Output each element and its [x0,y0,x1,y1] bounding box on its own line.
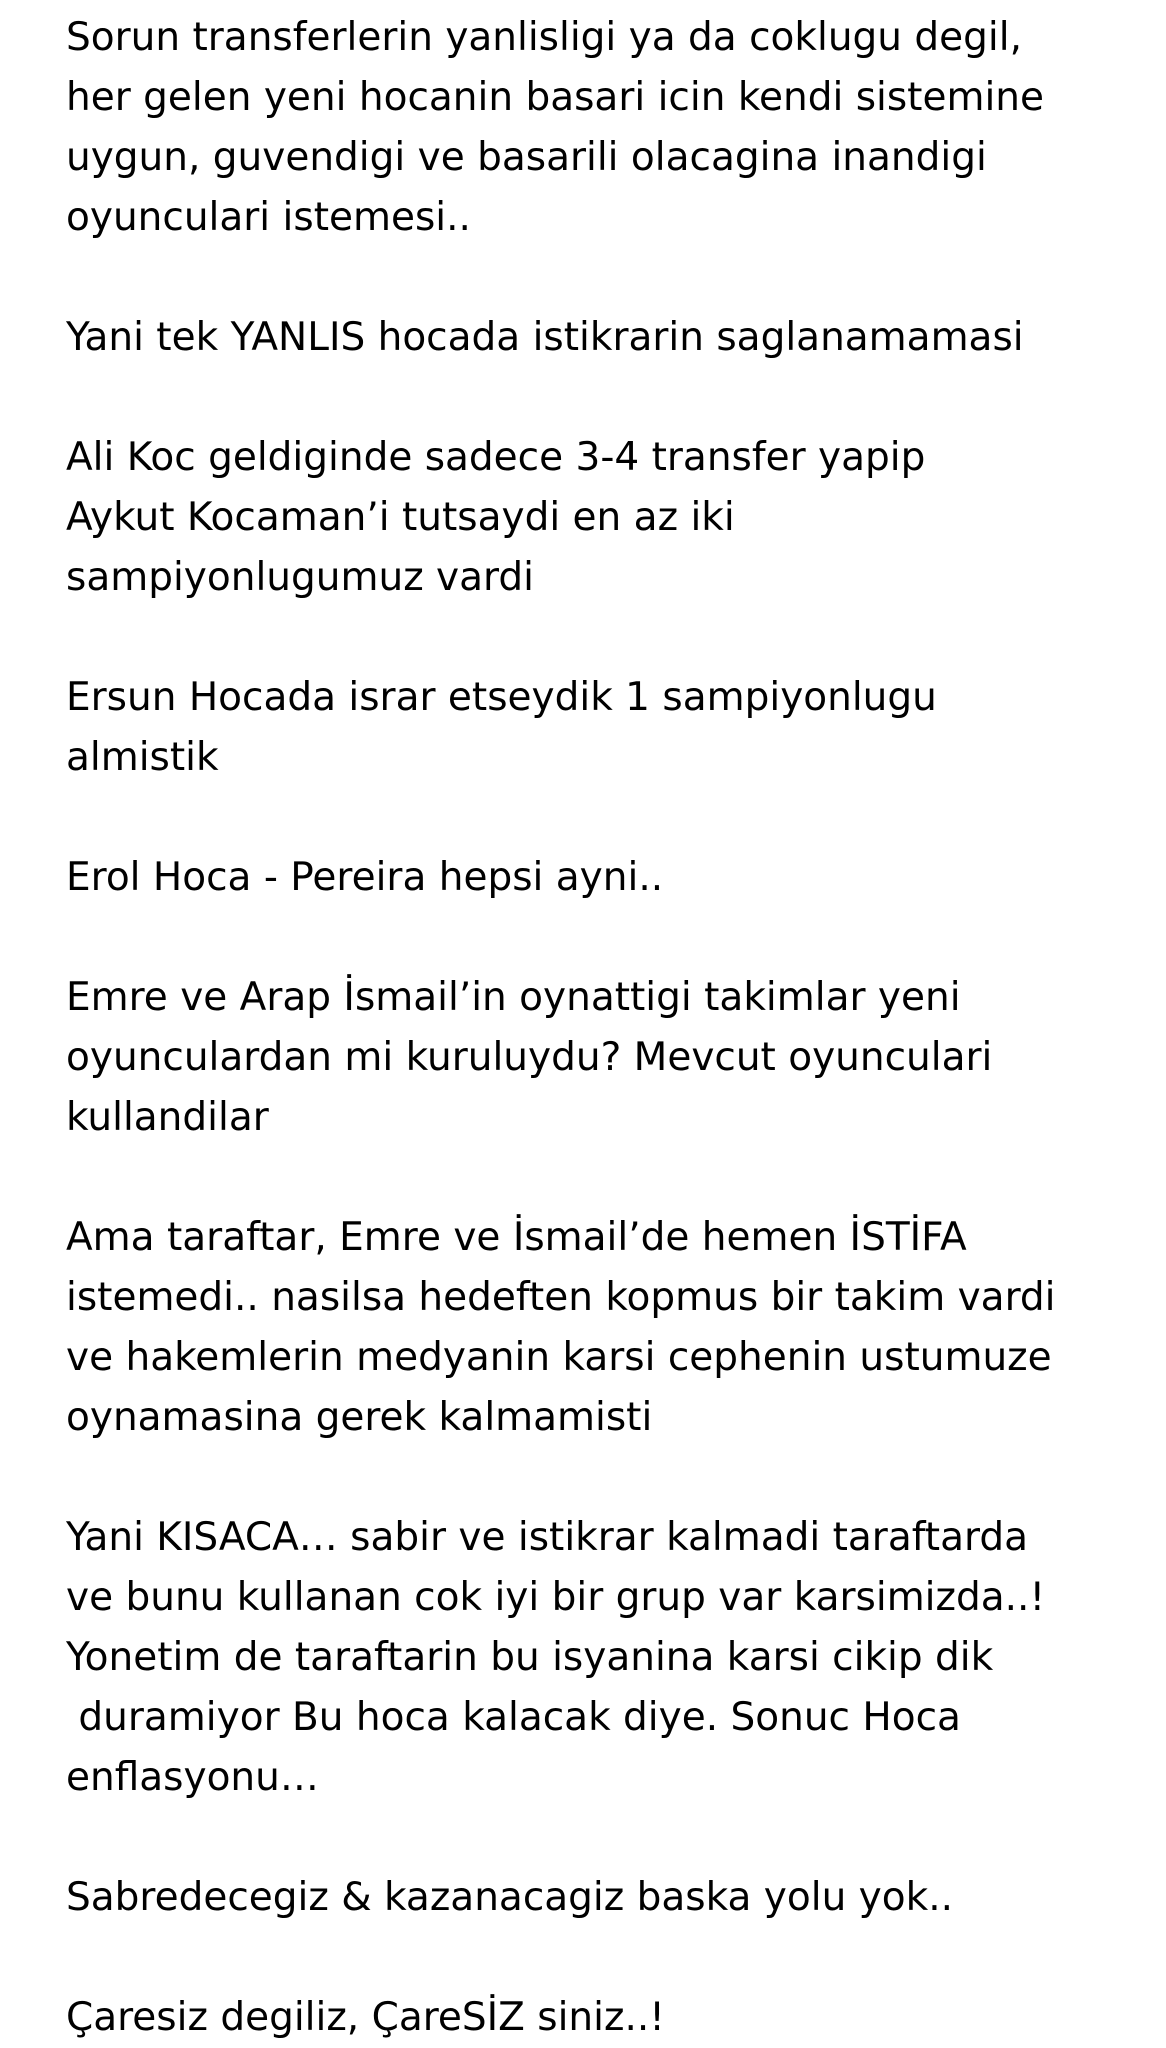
text-line: Çaresiz degiliz, ÇareSİZ siniz..! [66,1995,665,2040]
text-line: Ama taraftar, Emre ve İsmail’de hemen İSTİFA [66,1215,967,1260]
paragraph-patience [66,1868,1156,1928]
text-line: ve bunu kullanan cok iyi bir grup var karsimizda..! [66,1575,1046,1620]
text-line: Ersun Hocada israr etseydik 1 sampiyonlugu [66,675,937,720]
text-line: sampiyonlugumuz vardi [66,555,534,600]
text-line: Emre ve Arap İsmail’in oynattigi takimlar yeni [66,975,961,1020]
text-line: enflasyonu… [66,1755,319,1800]
text-line: Yani tek YANLIS hocada istikrarin saglanamamasi [66,315,1024,360]
text-line: Sabredecegiz & kazanacagiz baska yolu yok.. [66,1875,954,1920]
paragraph-stability [66,308,1156,368]
paragraph-summary [66,1508,1156,1808]
text-line: Sorun transferlerin yanlisligi ya da coklugu degil, [66,15,1022,60]
paragraph-fans [66,1208,1156,1448]
note-body [66,8,1156,2048]
text-line: uygun, guvendigi ve basarili olacagina inandigi [66,135,987,180]
paragraph-ali-koc [66,428,1156,608]
text-line: kullandilar [66,1095,269,1140]
text-line: Aykut Kocaman’i tutsaydi en az iki [66,495,735,540]
paragraph-closing [66,1988,1156,2048]
paragraph-transfers [66,8,1156,248]
text-line: duramiyor Bu hoca kalacak diye. Sonuc Hoca [66,1695,961,1740]
text-line: Yonetim de taraftarin bu isyanina karsi cikip dik [66,1635,994,1680]
text-line: oynamasina gerek kalmamisti [66,1395,653,1440]
text-line: Yani KISACA… sabir ve istikrar kalmadi taraftarda [66,1515,1028,1560]
text-line: oyunculari istemesi.. [66,195,471,240]
text-line: Ali Koc geldiginde sadece 3-4 transfer yapip [66,435,926,480]
text-line: her gelen yeni hocanin basari icin kendi sistemine [66,75,1045,120]
text-line: Erol Hoca - Pereira hepsi ayni.. [66,855,664,900]
text-line: istemedi.. nasilsa hedeften kopmus bir takim vardi [66,1275,1056,1320]
text-line: oyunculardan mi kuruluydu? Mevcut oyunculari [66,1035,993,1080]
paragraph-erol-pereira [66,848,1156,908]
text-line: ve hakemlerin medyanin karsi cephenin ustumuze [66,1335,1052,1380]
paragraph-ersun [66,668,1156,788]
text-line: almistik [66,735,219,780]
paragraph-emre-ismail [66,968,1156,1148]
